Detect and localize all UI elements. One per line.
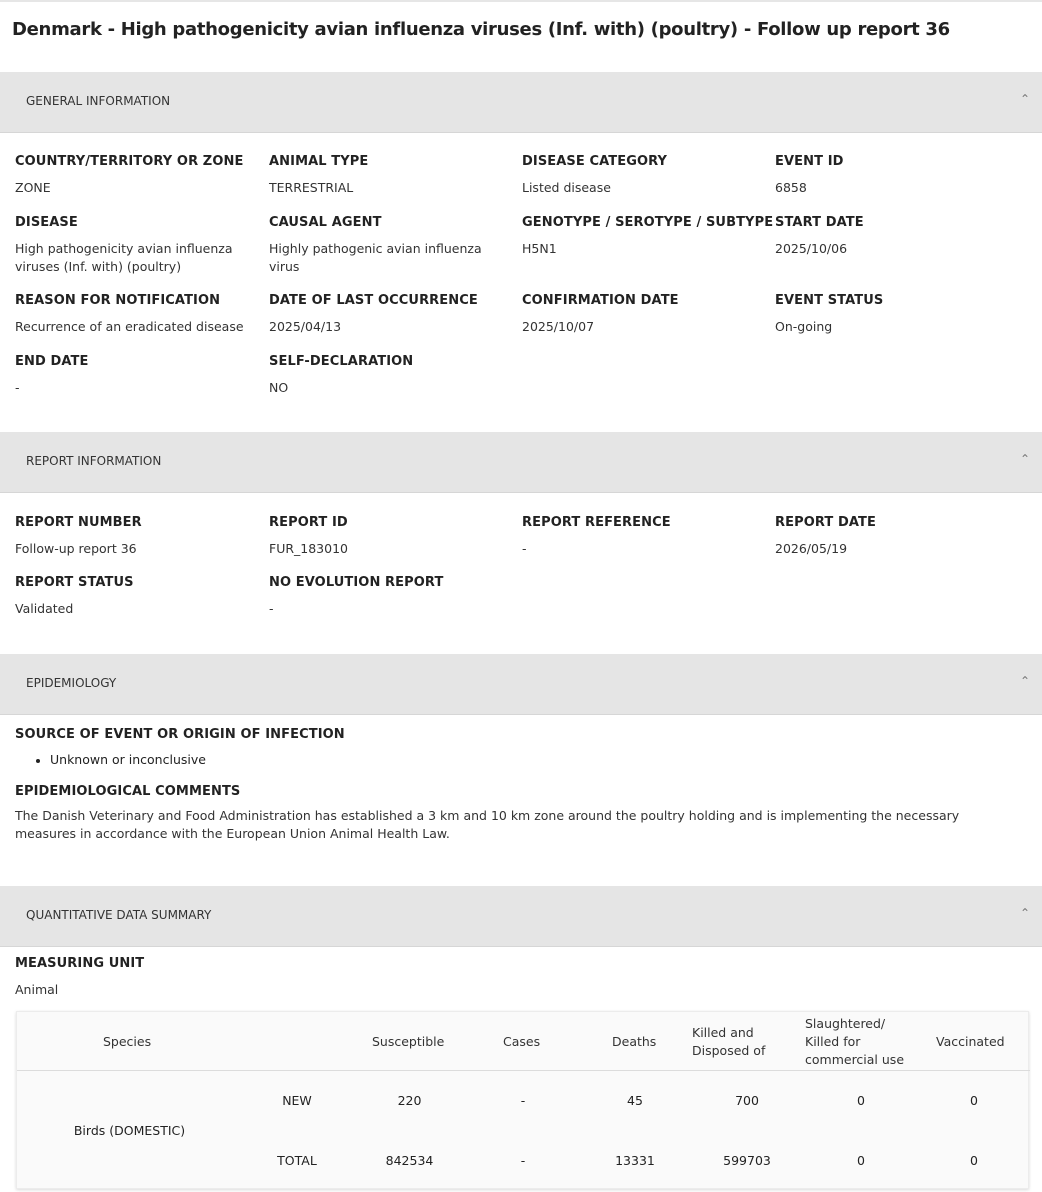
quantitative-data-table xyxy=(16,1011,1029,1189)
slaughtered-cell: 0 xyxy=(857,1093,865,1108)
field-source-of-event xyxy=(15,727,515,742)
field-report-id xyxy=(269,515,519,558)
susceptible-cell: 220 xyxy=(397,1093,422,1108)
field-label: CONFIRMATION DATE xyxy=(522,293,679,308)
field-label: NO EVOLUTION REPORT xyxy=(269,575,444,590)
field-disease-category xyxy=(522,154,772,197)
section-title: GENERAL INFORMATION xyxy=(26,94,171,108)
vaccinated-cell: 0 xyxy=(970,1153,978,1168)
field-last-occurrence xyxy=(269,293,519,336)
vaccinated-cell: 0 xyxy=(970,1093,978,1108)
field-label: REPORT STATUS xyxy=(15,575,134,590)
field-report-date xyxy=(775,515,1025,558)
field-self-declaration xyxy=(269,354,519,397)
row-type: TOTAL xyxy=(277,1153,317,1168)
field-report-reference xyxy=(522,515,772,558)
chevron-up-icon[interactable]: ⌃ xyxy=(1019,906,1030,920)
field-genotype xyxy=(522,215,772,258)
column-header-deaths: Deaths xyxy=(612,1034,657,1049)
field-label: REASON FOR NOTIFICATION xyxy=(15,293,221,308)
field-value: NO xyxy=(269,380,289,395)
field-value: Animal xyxy=(15,982,59,997)
field-value: 2025/04/13 xyxy=(269,319,342,334)
field-value: Validated xyxy=(15,601,74,616)
field-label: DISEASE xyxy=(15,215,78,230)
section-header-epidemiology[interactable] xyxy=(0,654,1042,715)
killed-cell: 700 xyxy=(735,1093,759,1108)
species-cell: Birds (DOMESTIC) xyxy=(73,1123,186,1138)
field-measuring-unit xyxy=(15,956,265,999)
cases-cell: - xyxy=(520,1153,526,1168)
deaths-cell: 13331 xyxy=(615,1153,655,1168)
column-header-slaughtered: Slaughtered/ Killed for commercial use xyxy=(805,1016,905,1067)
source-item: Unknown or inconclusive xyxy=(50,752,206,767)
field-label: DATE OF LAST OCCURRENCE xyxy=(269,293,478,308)
section-header-quantitative-data-summary[interactable] xyxy=(0,886,1042,947)
field-label: COUNTRY/TERRITORY OR ZONE xyxy=(15,154,244,169)
section-header-report-information[interactable] xyxy=(0,432,1042,493)
field-start-date xyxy=(775,215,1025,258)
field-label: EPIDEMIOLOGICAL COMMENTS xyxy=(15,784,241,799)
field-label: REPORT ID xyxy=(269,515,348,530)
column-header-species: Species xyxy=(103,1034,152,1049)
field-value: TERRESTRIAL xyxy=(269,180,354,195)
field-label: DISEASE CATEGORY xyxy=(522,154,668,169)
field-value: 2026/05/19 xyxy=(775,541,848,556)
column-header-susceptible: Susceptible xyxy=(372,1034,445,1049)
field-report-status xyxy=(15,575,265,618)
field-value: FUR_183010 xyxy=(269,541,348,556)
killed-cell: 599703 xyxy=(723,1153,771,1168)
column-header-killed-disposed: Killed and Disposed of xyxy=(692,1025,766,1058)
slaughtered-cell: 0 xyxy=(857,1153,865,1168)
field-confirmation-date xyxy=(522,293,772,336)
deaths-cell: 45 xyxy=(627,1093,643,1108)
field-value: 2025/10/07 xyxy=(522,319,595,334)
susceptible-cell: 842534 xyxy=(385,1153,434,1168)
field-label: ANIMAL TYPE xyxy=(269,154,369,169)
field-value: H5N1 xyxy=(522,241,557,256)
field-value: Follow-up report 36 xyxy=(15,541,137,556)
field-disease xyxy=(15,215,265,276)
field-reason-for-notification xyxy=(15,293,265,336)
cases-cell: - xyxy=(520,1093,526,1108)
field-value: High pathogenicity avian influenza viruses (Inf. with) (poultry) xyxy=(15,241,233,274)
field-label: EVENT STATUS xyxy=(775,293,884,308)
field-end-date xyxy=(15,354,265,397)
section-title: REPORT INFORMATION xyxy=(26,454,162,468)
field-label: MEASURING UNIT xyxy=(15,956,145,971)
field-value: 2025/10/06 xyxy=(775,241,848,256)
section-title: EPIDEMIOLOGY xyxy=(26,676,117,690)
field-label: CAUSAL AGENT xyxy=(269,215,382,230)
field-no-evolution-report xyxy=(269,575,519,618)
field-label: REPORT REFERENCE xyxy=(522,515,671,530)
field-label: GENOTYPE / SEROTYPE / SUBTYPE xyxy=(522,215,774,230)
field-animal-type xyxy=(269,154,519,197)
field-label: START DATE xyxy=(775,215,864,230)
field-causal-agent xyxy=(269,215,519,276)
field-label: REPORT NUMBER xyxy=(15,515,142,530)
field-value: On-going xyxy=(775,319,833,334)
field-value: Listed disease xyxy=(522,180,611,195)
chevron-up-icon[interactable]: ⌃ xyxy=(1019,92,1030,106)
field-value: Highly pathogenic avian influenza virus xyxy=(269,241,482,274)
field-event-id xyxy=(775,154,1025,197)
field-label: EVENT ID xyxy=(775,154,844,169)
epidemiological-comments-text: The Danish Veterinary and Food Administration has established a 3 km and 10 km zone around the poultry holding and is implementing the necessary measures in accordance with the European Union Animal Health Law. xyxy=(15,808,960,841)
field-value: Recurrence of an eradicated disease xyxy=(15,319,244,334)
field-label: SELF-DECLARATION xyxy=(269,354,414,369)
field-value: ZONE xyxy=(15,180,51,195)
field-value: - xyxy=(269,601,274,616)
field-label: REPORT DATE xyxy=(775,515,876,530)
field-value: - xyxy=(522,541,527,556)
list-item xyxy=(36,752,206,767)
column-header-cases: Cases xyxy=(503,1034,541,1049)
field-event-status xyxy=(775,293,1025,336)
header-divider xyxy=(17,1070,1030,1071)
section-header-general-information[interactable] xyxy=(0,72,1042,133)
field-value: - xyxy=(15,380,20,395)
section-title: QUANTITATIVE DATA SUMMARY xyxy=(26,908,212,922)
bullet-icon xyxy=(36,759,40,763)
chevron-up-icon[interactable]: ⌃ xyxy=(1019,452,1030,466)
field-value: 6858 xyxy=(775,180,807,195)
chevron-up-icon[interactable]: ⌃ xyxy=(1019,674,1030,688)
top-divider xyxy=(0,0,1042,2)
field-country xyxy=(15,154,265,197)
row-type: NEW xyxy=(282,1093,312,1108)
field-label: SOURCE OF EVENT OR ORIGIN OF INFECTION xyxy=(15,727,345,742)
column-header-vaccinated: Vaccinated xyxy=(936,1034,1005,1049)
field-report-number xyxy=(15,515,265,558)
field-epidemiological-comments xyxy=(15,784,515,799)
page-title: Denmark - High pathogenicity avian influenza viruses (Inf. with) (poultry) - Follow up report 36 xyxy=(12,19,950,40)
field-label: END DATE xyxy=(15,354,89,369)
